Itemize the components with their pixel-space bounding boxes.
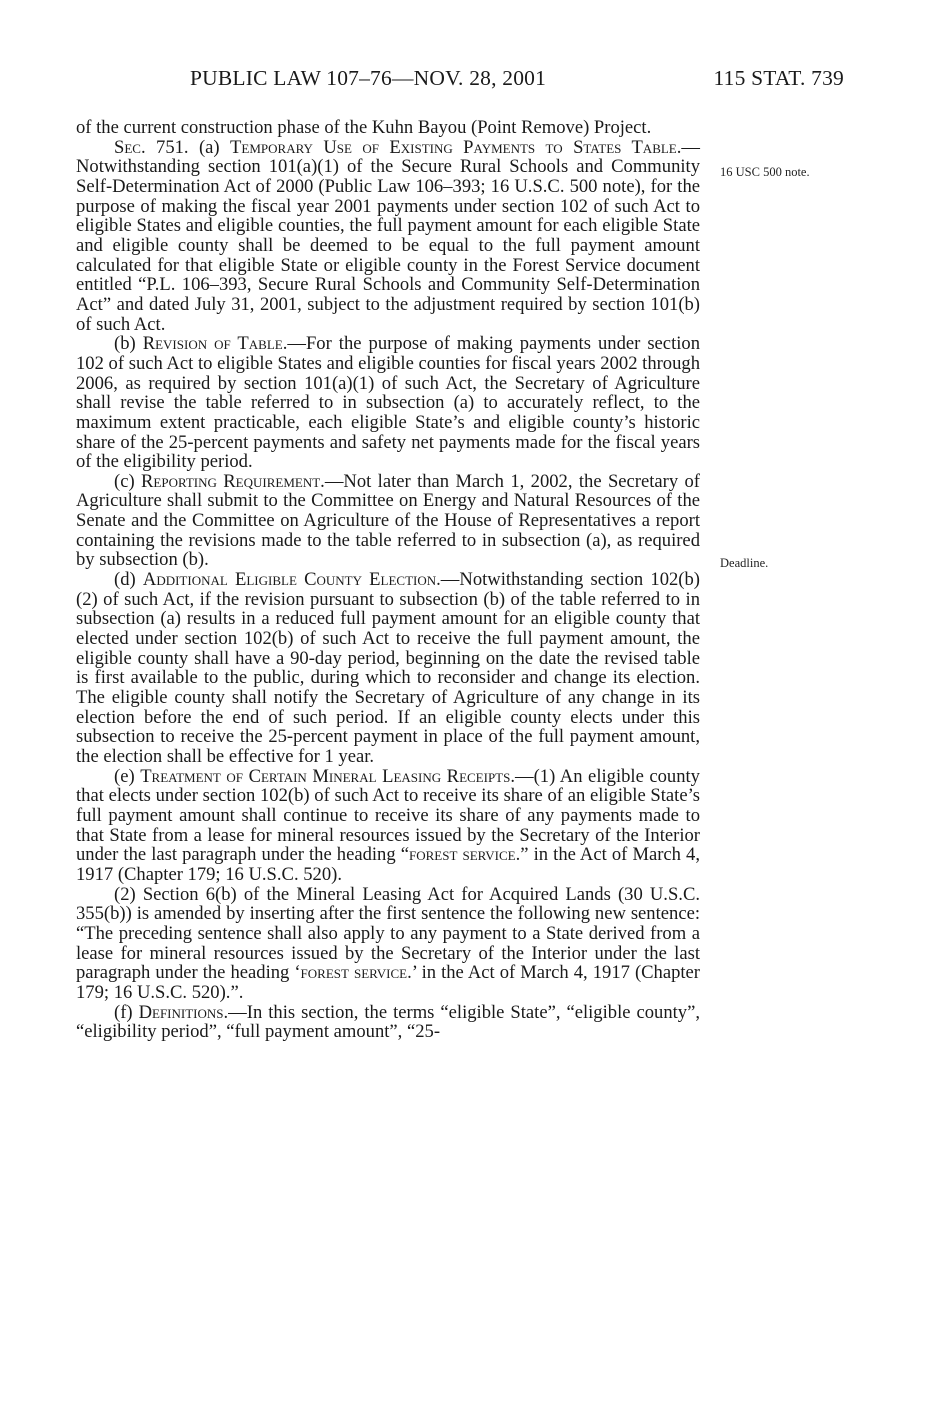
paragraph-text: (2) Section 6(b) of the Mineral Leasing Act for Acquired Lands (30 U.S.C. 355(b)) is amended by inserting after the first sentence the following new sentence: “The preceding sentence shall also apply to any payment to a State derived from a lease for mineral resources issued by the Secretary of the Interior under the last paragraph under the heading ‘ xyxy=(76,883,700,984)
subsection-heading: Revision of Table. xyxy=(142,333,288,355)
section-label: Sec. 751. xyxy=(114,136,189,158)
subsection-marker: (f) xyxy=(114,1001,133,1023)
subsection-c xyxy=(76,472,700,570)
subsection-text: —For the purpose of making payments under section 102 of such Act to eligible States and eligible counties for fiscal years 2002 through 2006, as required by section 101(a)(1) of such Act, the Secretary of Agriculture shall revise the table referred to in subsection (a) to accurately reflect, to the maximum extent practicable, each eligible State’s and eligible county’s historic share of the 25-percent payments and safety net payments made for the fiscal years of the eligibility period. xyxy=(76,333,700,473)
subsection-heading: Temporary Use of Existing Payments to States Table. xyxy=(230,136,682,158)
subsection-heading: Definitions. xyxy=(138,1001,229,1023)
page-reference: 115 STAT. 739 xyxy=(713,66,844,90)
heading-reference: forest service. xyxy=(300,962,412,984)
subsection-marker: (d) xyxy=(114,569,136,591)
page-body xyxy=(76,118,700,1042)
subsection-d xyxy=(76,570,700,767)
subsection-e-paragraph-1 xyxy=(76,767,700,885)
heading-reference: forest service. xyxy=(408,844,521,866)
subsection-text: —Notwithstanding section 102(b)(2) of such Act, if the revision pursuant to subsection (b) of the table referred to in subsection (a) results in a reduced full payment amount for an eligible county that elected under section 102(b) of such Act to receive the full payment amount, the eligible county shall have a 90-day period, beginning on the date the revised table is first available to the public, during which to reconsider and change its election. The eligible county shall notify the Secretary of Agriculture of any change in its election before the end of such period. If an eligible county elects under this subsection to receive the 25-percent payment in place of the full payment amount, the election shall be effective for 1 year. xyxy=(76,569,700,767)
subsection-marker: (b) xyxy=(114,333,136,355)
page-header xyxy=(0,66,944,100)
subsection-e-paragraph-2 xyxy=(76,885,700,1003)
subsection-heading: Additional Eligible County Election. xyxy=(142,569,441,591)
paragraph-continuation: of the current construction phase of the Kuhn Bayou (Point Remove) Project. xyxy=(76,117,652,138)
subsection-text: —Not later than March 1, 2002, the Secretary of Agriculture shall submit to the Committee on Energy and Natural Resources of the Senate and the Committee on Agriculture of the House of Representatives a report containing the revisions made to the table referred to in subsection (a), as required by subsection (b). xyxy=(76,470,700,571)
subsection-heading: Treatment of Certain Mineral Leasing Receipts. xyxy=(140,765,515,787)
subsection-marker: (e) xyxy=(114,765,135,787)
subsection-text: —Notwithstanding section 101(a)(1) of the Secure Rural Schools and Community Self-Determination Act of 2000 (Public Law 106–393; 16 U.S.C. 500 note), for the purpose of making the fiscal year 2001 payments under section 102 of such Act to eligible States and eligible counties, the full payment amount for each eligible State and eligible county shall be deemed to be equal to the full payment amount calculated for that eligible State or eligible county in the Forest Service document entitled “P.L. 106–393, Secure Rural Schools and Community Self-Determination Act” and dated July 31, 2001, subject to the adjustment required by section 101(b) of such Act. xyxy=(76,136,700,335)
subsection-text: —In this section, the terms “eligible State”, “eligible county”, “eligibility period”, “full payment amount”, “25- xyxy=(76,1001,700,1043)
subsection-b xyxy=(76,334,700,472)
subsection-marker: (a) xyxy=(198,136,220,158)
margin-note-usc: 16 USC 500 note. xyxy=(720,165,810,179)
margin-note-deadline: Deadline. xyxy=(720,556,769,570)
running-title: PUBLIC LAW 107–76—NOV. 28, 2001 xyxy=(190,66,547,90)
subsection-marker: (c) xyxy=(114,470,135,492)
subsection-text: —(1) An eligible county that elects under section 102(b) of such Act to receive its share of an eligible State’s full payment amount shall continue to receive its share of any payments made to that State from a lease for mineral resources issued by the Secretary of the Interior under the last paragraph under the heading “ xyxy=(76,765,700,866)
subsection-text-end: ” in the Act of March 4, 1917 (Chapter 179; 16 U.S.C. 520). xyxy=(76,844,701,885)
subsection-heading: Reporting Requirement. xyxy=(141,470,325,492)
subsection-f xyxy=(76,1003,700,1042)
section-751-subsection-a xyxy=(76,138,700,335)
paragraph-text-end: ’ in the Act of March 4, 1917 (Chapter 179; 16 U.S.C. 520).”. xyxy=(76,962,701,1003)
